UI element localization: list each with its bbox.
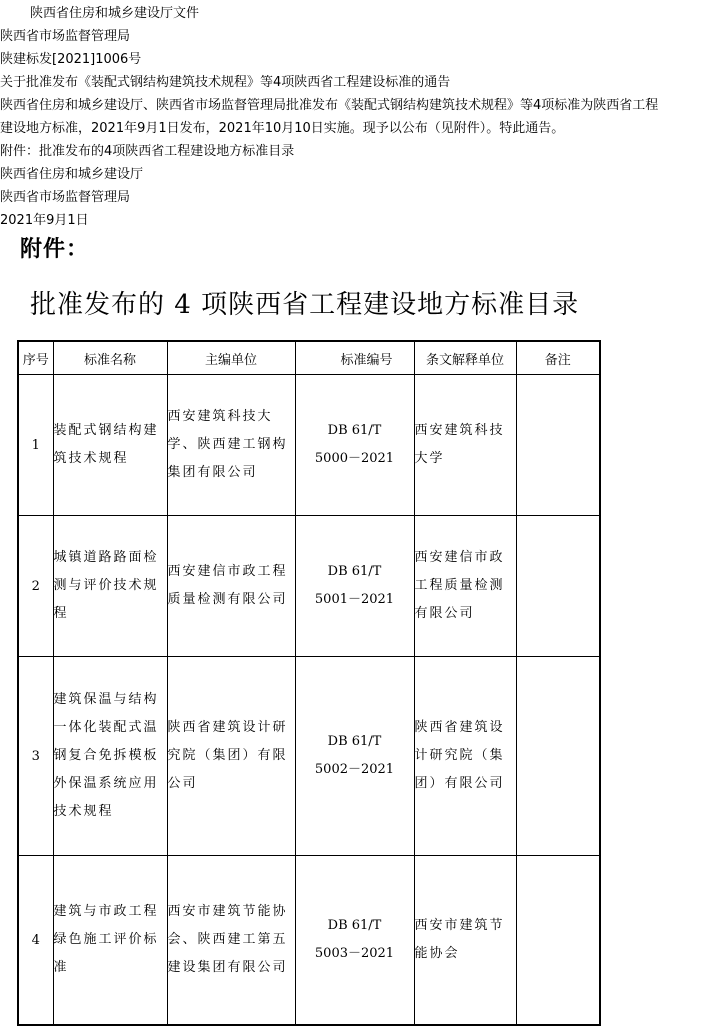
col-header-code: 标准编号	[295, 341, 414, 375]
standard-code-prefix: DB 61/T	[327, 918, 382, 933]
standard-code-prefix: DB 61/T	[327, 734, 382, 749]
standard-code-number: 5001－2021	[314, 592, 395, 607]
col-header-note: 备注	[516, 341, 600, 375]
remark	[516, 856, 600, 1026]
col-header-editor: 主编单位	[167, 341, 295, 375]
co-issuer-line: 陕西省市场监督管理局	[0, 29, 131, 44]
standard-code-prefix: DB 61/T	[327, 564, 382, 579]
table-row	[18, 657, 600, 856]
standard-name: 城镇道路路面检测与评价技术规程	[53, 516, 167, 657]
col-header-no: 序号	[18, 341, 53, 375]
document-number: 陕建标发[2021]1006号	[0, 52, 142, 67]
standard-code-number: 5003－2021	[314, 946, 395, 961]
chief-editor: 陕西省建筑设计研究院（集团）有限公司	[167, 657, 295, 856]
issuer-line: 陕西省住房和城乡建设厅文件	[30, 6, 200, 21]
col-header-interpreter: 条文解释单位	[414, 341, 516, 375]
standard-code	[295, 657, 414, 856]
signature-dept-1: 陕西省住房和城乡建设厅	[0, 167, 144, 182]
standard-code	[295, 375, 414, 516]
remark	[516, 375, 600, 516]
annex-label: 附件：	[20, 237, 90, 262]
row-number: 3	[18, 657, 53, 856]
chief-editor: 西安建筑科技大学、陕西建工钢构集团有限公司	[167, 375, 295, 516]
standard-code	[295, 516, 414, 657]
interpretation-unit: 西安建筑科技大学	[414, 375, 516, 516]
annex-title: 批准发布的 4 项陕西省工程建设地方标准目录	[30, 290, 580, 320]
standards-table	[17, 340, 601, 1026]
remark	[516, 516, 600, 657]
attachment-line: 附件：批准发布的4项陕西省工程建设地方标准目录	[0, 144, 295, 159]
interpretation-unit: 西安市建筑节能协会	[414, 856, 516, 1026]
row-number: 2	[18, 516, 53, 657]
interpretation-unit: 西安建信市政工程质量检测有限公司	[414, 516, 516, 657]
interpretation-unit: 陕西省建筑设计研究院（集团）有限公司	[414, 657, 516, 856]
row-number: 4	[18, 856, 53, 1026]
standard-code	[295, 856, 414, 1026]
col-header-name: 标准名称	[53, 341, 167, 375]
table-row	[18, 375, 600, 516]
standard-code-prefix: DB 61/T	[327, 423, 382, 438]
standard-code-number: 5000－2021	[314, 451, 395, 466]
notice-body-line-2: 建设地方标准，2021年9月1日发布，2021年10月10日实施。现予以公布（见附件）。特此通告。	[0, 121, 565, 136]
notice-title: 关于批准发布《装配式钢结构建筑技术规程》等4项陕西省工程建设标准的通告	[0, 75, 451, 90]
chief-editor: 西安建信市政工程质量检测有限公司	[167, 516, 295, 657]
notice-body-line-1: 陕西省住房和城乡建设厅、陕西省市场监督管理局批准发布《装配式钢结构建筑技术规程》等4项标准为陕西省工程	[0, 98, 659, 113]
table-row	[18, 516, 600, 657]
table-row	[18, 856, 600, 1026]
standard-name: 建筑保温与结构一体化装配式温钢复合免拆模板外保温系统应用技术规程	[53, 657, 167, 856]
row-number: 1	[18, 375, 53, 516]
signature-dept-2: 陕西省市场监督管理局	[0, 190, 131, 205]
chief-editor: 西安市建筑节能协会、陕西建工第五建设集团有限公司	[167, 856, 295, 1026]
standard-code-number: 5002－2021	[314, 762, 395, 777]
issue-date: 2021年9月1日	[0, 213, 89, 228]
standard-name: 建筑与市政工程绿色施工评价标准	[53, 856, 167, 1026]
standard-name: 装配式钢结构建筑技术规程	[53, 375, 167, 516]
table-header-row	[18, 341, 600, 375]
remark	[516, 657, 600, 856]
